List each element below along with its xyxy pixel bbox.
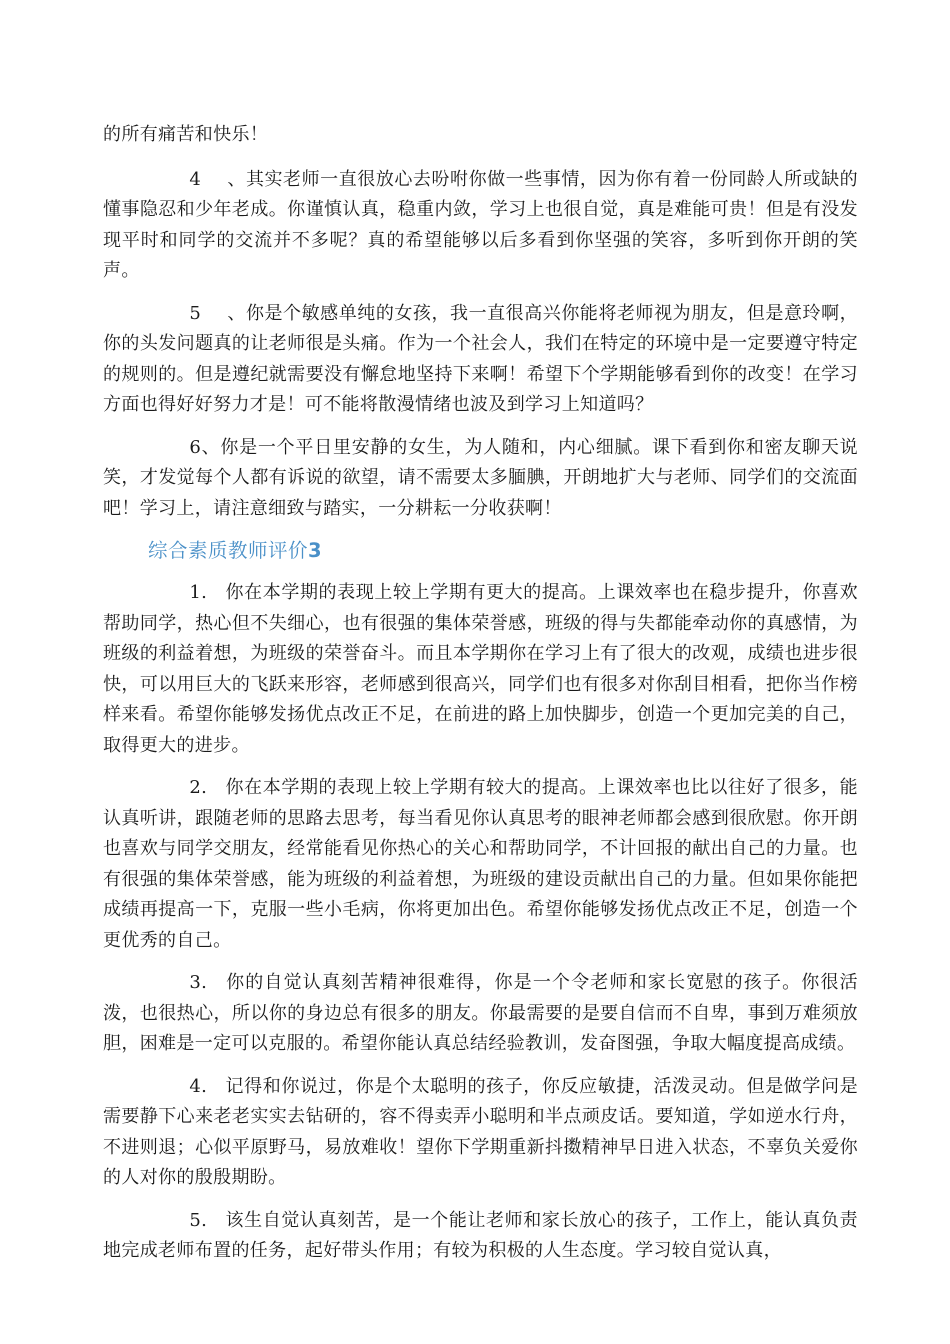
paragraph-number: 4 [189,168,202,190]
paragraph-text: 、你是一个平日里安静的女生，为人随和，内心细腻。课下看到你和密友聊天说笑，才发觉每个人都有诉说的欲望，请不需要太多腼腆，开朗地扩大与老师、同学们的交流面吧！学习上，请注意细致与踏实，一分耕耘一分收获啊！ [103,436,858,519]
section-heading-text: 综合素质教师评价 [148,539,309,562]
paragraph-number: 5. [189,1209,208,1231]
section-heading-number: 3 [308,539,323,562]
evaluation-paragraph-4 [103,1072,858,1194]
section-heading [148,536,858,566]
paragraph-number: 5 [189,302,202,324]
paragraph-number: 1. [189,582,208,603]
paragraph-text: 你在本学期的表现上较上学期有更大的提高。上课效率也在稳步提升，你喜欢帮助同学，热心但不失细心，也有很强的集体荣誉感，班级的得与失都能牵动你的真感情，为班级的利益着想，为班级的荣誉奋斗。而且本学期你在学习上有了很大的改观，成绩也进步很快，可以用巨大的飞跃来形容，老师感到很高兴，同学们也有很多对你刮目相看，把你当作榜样来看。希望你能够发扬优点改正不足，在前进的路上加快脚步，创造一个更加完美的自己，取得更大的进步。 [103,582,858,756]
evaluation-paragraph-3 [103,968,858,1060]
paragraph-number: 3. [189,972,208,993]
evaluation-paragraph-1 [103,578,858,761]
paragraph-number: 6 [189,436,202,458]
paragraph-number: 4. [189,1075,208,1097]
document-body [103,120,858,1279]
comment-paragraph-5 [103,299,858,421]
paragraph-number: 2. [189,777,208,798]
paragraph-text: 记得和你说过，你是个太聪明的孩子，你反应敏捷，活泼灵动。但是做学问是需要静下心来老老实实去钻研的，容不得卖弄小聪明和半点顽皮话。要知道，学如逆水行舟，不进则退；心似平原野马，易放难收！望你下学期重新抖擞精神早日进入状态，不辜负关爱你的人对你的殷殷期盼。 [103,1075,858,1188]
paragraph-text: 你在本学期的表现上较上学期有较大的提高。上课效率也比以往好了很多，能认真听讲，跟随老师的思路去思考，每当看见你认真思考的眼神老师都会感到很欣慰。你开朗也喜欢与同学交朋友，经常能看见你热心的关心和帮助同学，不计回报的献出自己的力量。也有很强的集体荣誉感，能为班级的利益着想，为班级的建设贡献出自己的力量。但如果你能把成绩再提高一下，克服一些小毛病，你将更加出色。希望你能够发扬优点改正不足，创造一个更优秀的自己。 [103,777,858,951]
paragraph-continuation [103,120,858,151]
evaluation-paragraph-5 [103,1206,858,1267]
paragraph-text: 、其实老师一直很放心去吩咐你做一些事情，因为你有着一份同龄人所或缺的懂事隐忍和少年老成。你谨慎认真，稳重内敛，学习上也很自觉，真是难能可贵！但是有没发现平时和同学的交流并不多呢？真的希望能够以后多看到你坚强的笑容，多听到你开朗的笑声。 [103,168,858,281]
paragraph-text: 你的自觉认真刻苦精神很难得，你是一个令老师和家长宽慰的孩子。你很活泼，也很热心，所以你的身边总有很多的朋友。你最需要的是要自信而不自卑，事到万难须放胆，困难是一定可以克服的。希望你能认真总结经验教训，发奋图强，争取大幅度提高成绩。 [103,972,858,1054]
paragraph-text: 的所有痛苦和快乐！ [103,124,269,145]
paragraph-text: 该生自觉认真刻苦，是一个能让老师和家长放心的孩子，工作上，能认真负责地完成老师布置的任务，起好带头作用；有较为积极的人生态度。学习较自觉认真， [103,1209,858,1261]
evaluation-paragraph-2 [103,773,858,956]
paragraph-text: 、你是个敏感单纯的女孩，我一直很高兴你能将老师视为朋友，但是意玲啊，你的头发问题真的让老师很是头痛。作为一个社会人，我们在特定的环境中是一定要遵守特定的规则的。但是遵纪就需要没有懈怠地坚持下来啊！希望下个学期能够看到你的改变！在学习方面也得好好努力才是！可不能将散漫情绪也波及到学习上知道吗？ [103,302,858,415]
comment-paragraph-6 [103,433,858,525]
comment-paragraph-4 [103,165,858,287]
